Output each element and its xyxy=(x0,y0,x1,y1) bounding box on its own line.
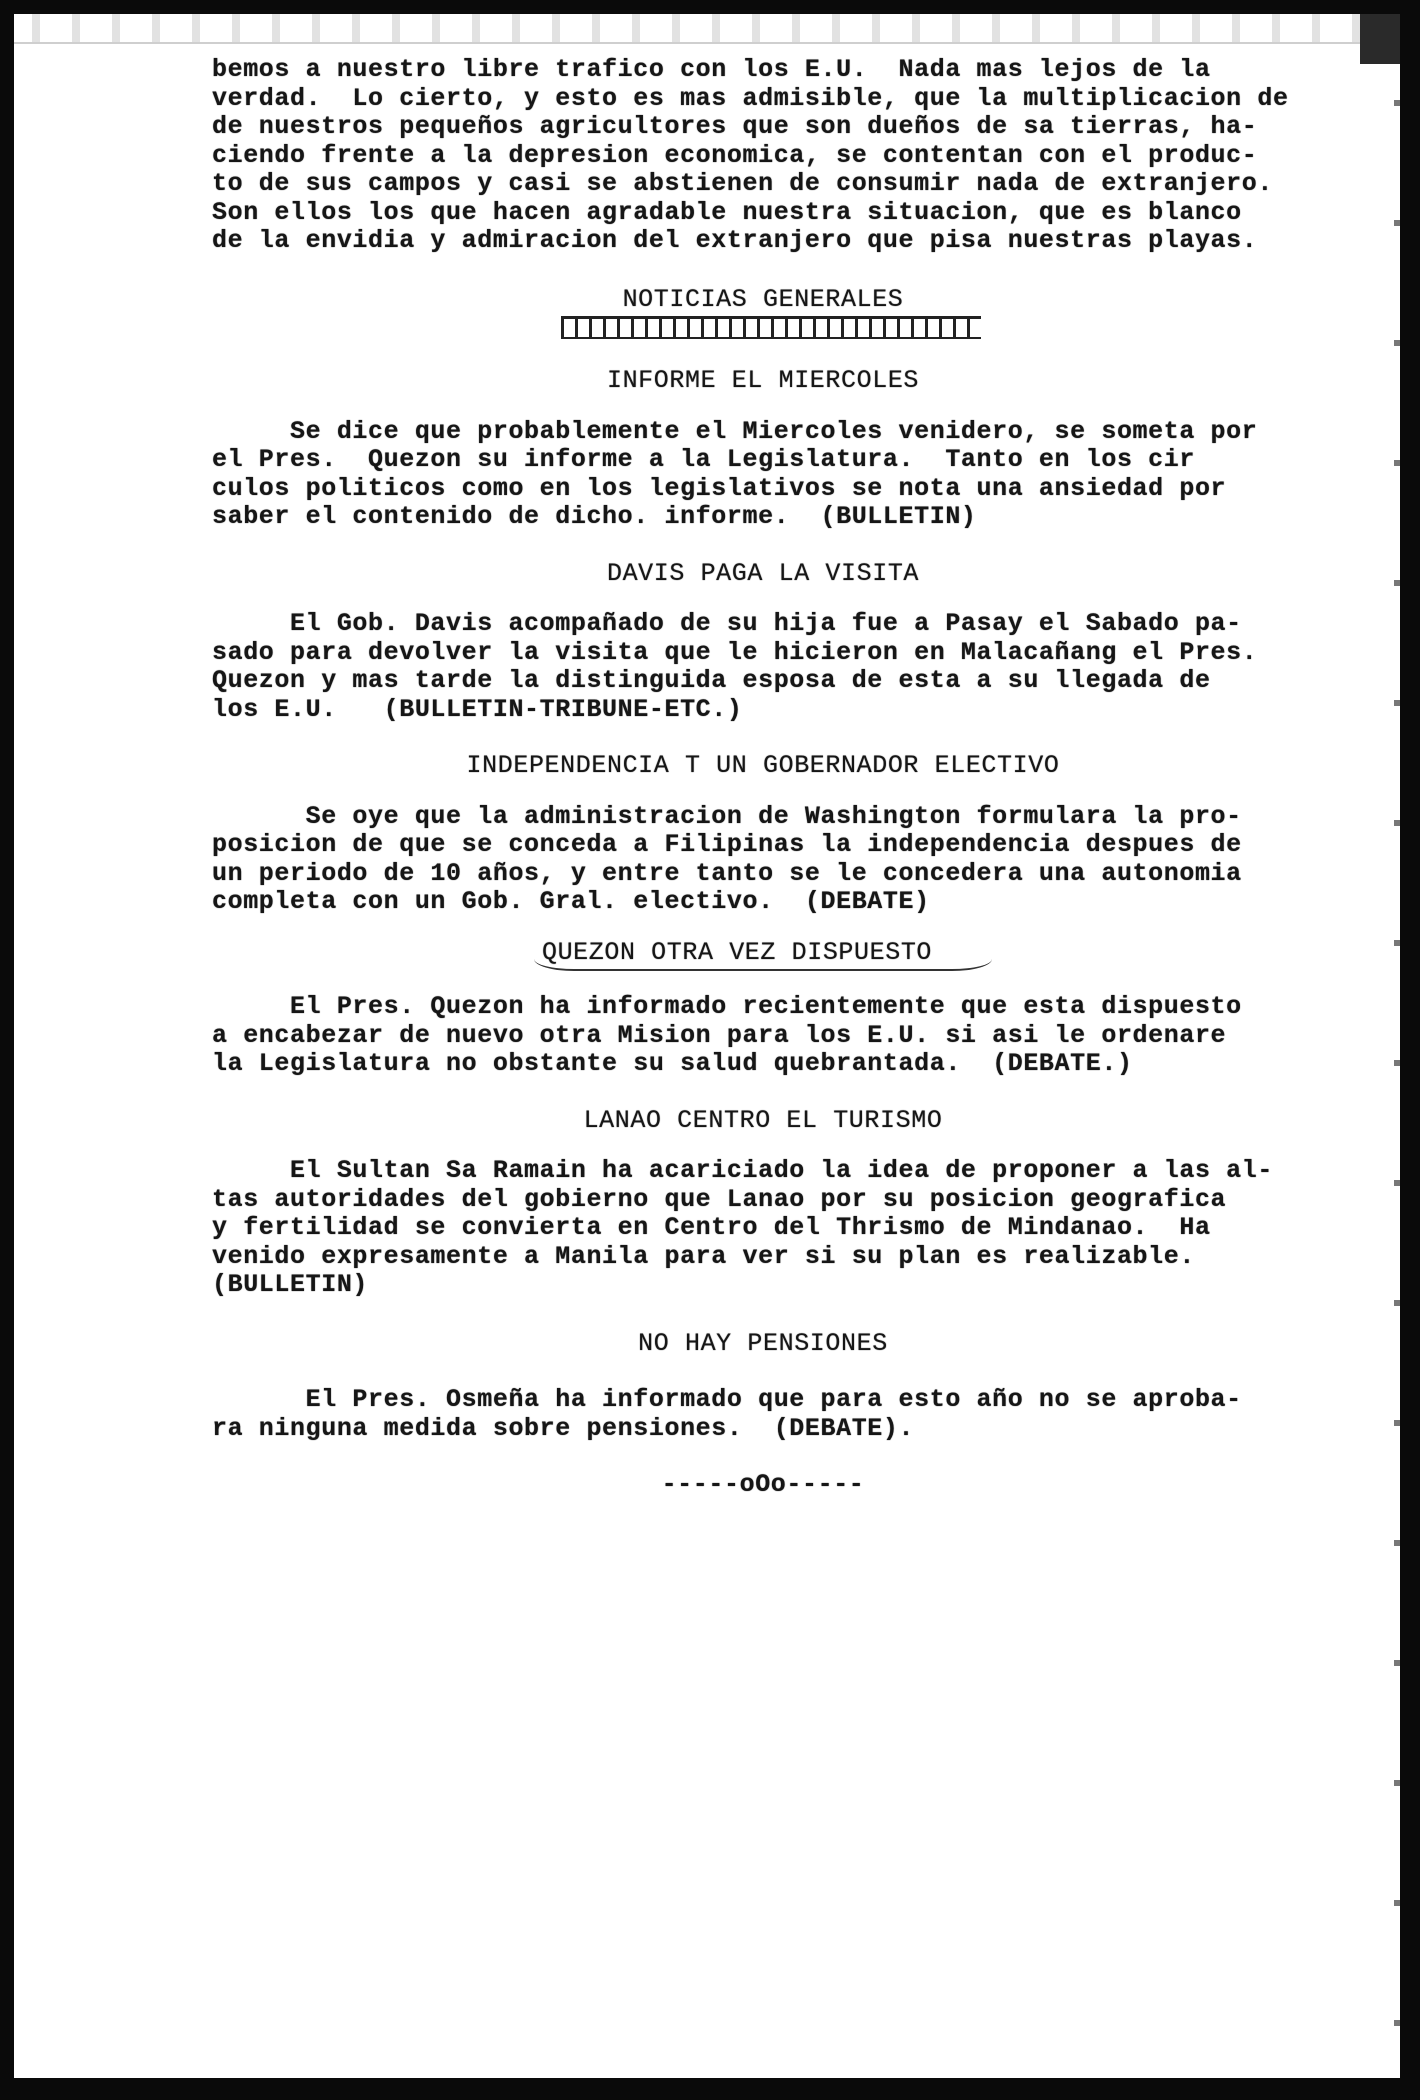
article-heading xyxy=(212,939,1314,972)
text-line: venido expresamente a Manila para ver si su plan es realizable. xyxy=(212,1241,1195,1271)
typed-document xyxy=(212,56,1342,1500)
text-line: la Legislatura no obstante su salud quebrantada. (DEBATE.) xyxy=(212,1049,1133,1078)
text-line: ra ninguna medida sobre pensiones. (DEBATE). xyxy=(212,1413,915,1443)
scan-border-left xyxy=(0,0,14,2100)
document-end-mark: -----oOo----- xyxy=(661,1470,865,1499)
strikeout-underline xyxy=(561,316,981,339)
punch-marks xyxy=(1394,60,1400,2040)
text-line: Son ellos los que hacen agradable nuestra situacion, que es blanco xyxy=(212,197,1242,227)
text-line: Se dice que probablemente el Miercoles venidero, se someta por xyxy=(212,416,1258,446)
article-heading: DAVIS PAGA LA VISITA xyxy=(606,558,920,588)
article-heading: NO HAY PENSIONES xyxy=(638,1328,888,1358)
text-line: El Sultan Sa Ramain ha acariciado la idea de proponer a las al- xyxy=(212,1156,1273,1185)
text-line: (BULLETIN) xyxy=(212,1270,369,1299)
text-line: El Pres. Quezon ha informado recientemente que esta dispuesto xyxy=(212,992,1242,1021)
text-line: un periodo de 10 años, y entre tanto se le concedera una autonomia xyxy=(212,858,1242,888)
text-line: sado para devolver la visita que le hicieron en Malacañang el Pres. xyxy=(212,637,1258,667)
scan-border-right xyxy=(1400,0,1420,2100)
text-line: el Pres. Quezon su informe a la Legislatura. Tanto en los cir xyxy=(212,445,1195,474)
article-body xyxy=(212,1157,1342,1300)
article-body xyxy=(212,1386,1342,1443)
article-body xyxy=(212,418,1342,532)
scan-border-top xyxy=(0,0,1420,14)
text-line: de nuestros pequeños agricultores que son dueños de sa tierras, ha- xyxy=(212,112,1258,141)
torn-top-edge xyxy=(14,14,1400,44)
text-line: Quezon y mas tarde la distinguida esposa de esta a su llegada de xyxy=(212,666,1211,695)
intro-paragraph xyxy=(212,56,1342,256)
section-title: NOTICIAS GENERALES xyxy=(622,284,904,314)
text-line: ciendo frente a la depresion economica, se contentan con el produc- xyxy=(212,140,1258,170)
article-heading: INDEPENDENCIA T UN GOBERNADOR ELECTIVO xyxy=(466,751,1060,780)
text-line: bemos a nuestro libre trafico con los E.U. Nada mas lejos de la xyxy=(212,55,1211,84)
text-line: El Pres. Osmeña ha informado que para esto año no se aproba- xyxy=(212,1385,1242,1414)
article-body xyxy=(212,610,1342,724)
text-line: tas autoridades del gobierno que Lanao por su posicion geografica xyxy=(212,1184,1227,1214)
article-heading: INFORME EL MIERCOLES xyxy=(606,366,920,395)
text-line: a encabezar de nuevo otra Mision para los E.U. si asi le ordenare xyxy=(212,1020,1227,1050)
text-line: verdad. Lo cierto, y esto es mas admisible, que la multiplicacion de xyxy=(212,83,1289,113)
text-line: posicion de que se conceda a Filipinas la independencia despues de xyxy=(212,830,1242,859)
text-line: Se oye que la administracion de Washington formulara la pro- xyxy=(212,801,1242,831)
text-line: to de sus campos y casi se abstienen de consumir nada de extranjero. xyxy=(212,169,1273,198)
text-line: culos politicos como en los legislativos se nota una ansiedad por xyxy=(212,473,1227,503)
heading-underline: QUEZON OTRA VEZ DISPUESTO xyxy=(534,939,992,972)
article-body xyxy=(212,993,1342,1079)
article-heading: LANAO CENTRO EL TURISMO xyxy=(583,1105,943,1135)
text-line: y fertilidad se convierta en Centro del Thrismo de Mindanao. Ha xyxy=(212,1213,1211,1242)
article-body xyxy=(212,803,1342,917)
text-line: los E.U. (BULLETIN-TRIBUNE-ETC.) xyxy=(212,694,743,724)
text-line: saber el contenido de dicho. informe. (BULLETIN) xyxy=(212,502,977,531)
text-line: de la envidia y admiracion del extranjero que pisa nuestras playas. xyxy=(212,226,1258,255)
text-line: El Gob. Davis acompañado de su hija fue a Pasay el Sabado pa- xyxy=(212,609,1242,638)
corner-mark xyxy=(1360,14,1400,64)
text-line: completa con un Gob. Gral. electivo. (DEBATE) xyxy=(212,887,930,916)
scan-border-bottom xyxy=(0,2078,1420,2100)
